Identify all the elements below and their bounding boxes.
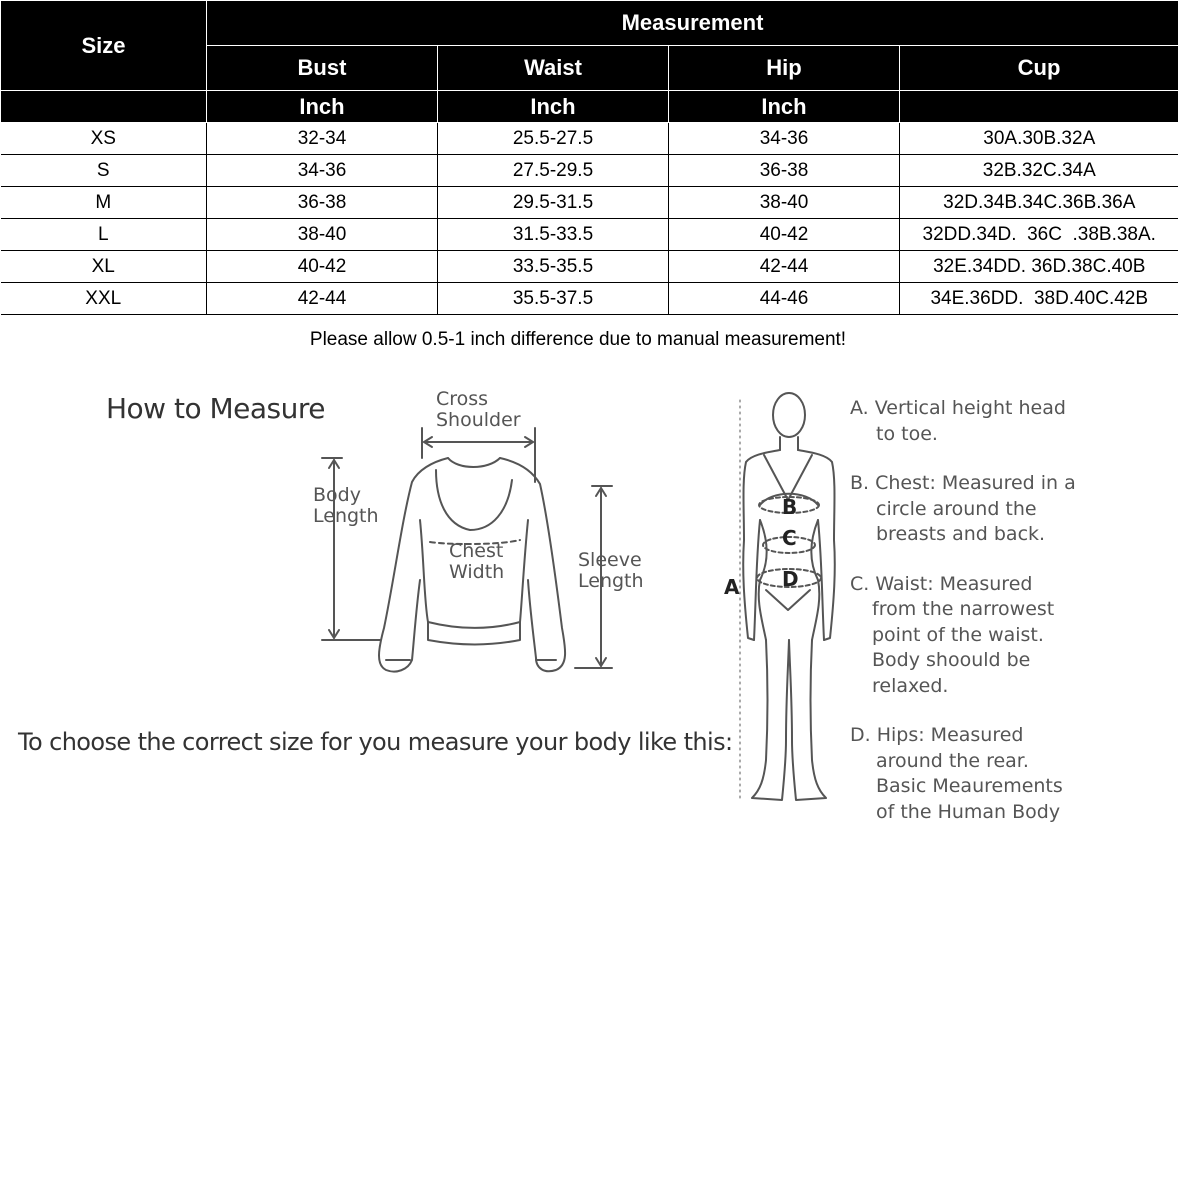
cup-cell: 34E.36DD. 38D.40C.42B (900, 283, 1178, 315)
body-letter-b: B (782, 495, 798, 519)
definition-a (850, 396, 1170, 447)
sleeve-length-line-1: Sleeve (578, 549, 642, 571)
definition-c-line: point of the waist. (872, 623, 1044, 646)
hip-unit: Inch (669, 91, 900, 123)
size-cell: M (1, 187, 207, 219)
measurement-header: Measurement (207, 1, 1178, 46)
cup-column-header: Cup (900, 46, 1178, 91)
chest-width-line-2: Width (449, 561, 505, 583)
cross-shoulder-line-2: Shoulder (436, 409, 521, 431)
hip-cell: 40-42 (669, 219, 900, 251)
chest-width-line-1: Chest (449, 540, 504, 562)
bust-cell: 38-40 (207, 219, 438, 251)
bust-cell: 34-36 (207, 155, 438, 187)
bust-cell: 36-38 (207, 187, 438, 219)
sleeve-length-line-2: Length (578, 570, 644, 592)
waist-cell: 27.5-29.5 (438, 155, 669, 187)
hip-cell: 44-46 (669, 283, 900, 315)
hip-cell: 36-38 (669, 155, 900, 187)
how-to-measure-title: How to Measure (106, 392, 325, 425)
waist-cell: 31.5-33.5 (438, 219, 669, 251)
waist-cell: 29.5-31.5 (438, 187, 669, 219)
cup-cell: 32B.32C.34A (900, 155, 1178, 187)
definition-c-line: relaxed. (872, 674, 949, 697)
choose-size-instruction: To choose the correct size for you measure your body like this: (18, 728, 733, 756)
definition-c-line: C. Waist: Measured (850, 572, 1033, 595)
body-letter-d: D (782, 567, 799, 591)
size-column-header: Size (1, 1, 207, 91)
size-cell: XXL (1, 283, 207, 315)
definition-b-line: breasts and back. (876, 523, 1046, 545)
size-cell: L (1, 219, 207, 251)
waist-cell: 35.5-37.5 (438, 283, 669, 315)
size-cell: XL (1, 251, 207, 283)
bust-cell: 42-44 (207, 283, 438, 315)
waist-cell: 33.5-35.5 (438, 251, 669, 283)
bust-unit: Inch (207, 91, 438, 123)
definition-a-line: to toe. (876, 422, 938, 445)
cup-cell: 30A.30B.32A (900, 123, 1178, 155)
bust-cell: 40-42 (207, 251, 438, 283)
cup-cell: 32DD.34D. 36C .38B.38A. (900, 219, 1178, 251)
definition-a-line: A. Vertical height head (850, 397, 1066, 419)
definition-c-line: Body shoould be (872, 649, 1031, 671)
cup-cell: 32D.34B.34C.36B.36A (900, 187, 1178, 219)
size-cell: XS (1, 123, 207, 155)
measurement-note: Please allow 0.5-1 inch difference due to manual measurement! (309, 329, 847, 350)
definition-d-line: Basic Meaurements (876, 775, 1063, 797)
body-letter-a: A (724, 575, 740, 599)
body-length-line-1: Body (313, 484, 361, 506)
definition-c-line: from the narrowest (872, 598, 1055, 620)
measurement-definitions (850, 396, 1170, 849)
bust-column-header: Bust (207, 46, 438, 91)
bust-cell: 32-34 (207, 123, 438, 155)
definition-d-line: D. Hips: Measured (850, 724, 1024, 746)
cup-cell: 32E.34DD. 36D.38C.40B (900, 251, 1178, 283)
body-length-line-2: Length (313, 505, 379, 527)
cross-shoulder-line-1: Cross (436, 388, 489, 410)
hip-cell: 42-44 (669, 251, 900, 283)
hip-cell: 38-40 (669, 187, 900, 219)
definition-d (850, 723, 1170, 825)
definition-b (850, 471, 1170, 548)
body-letter-c: C (782, 526, 797, 550)
waist-unit: Inch (438, 91, 669, 123)
size-cell: S (1, 155, 207, 187)
definition-b-line: circle around the (876, 497, 1037, 520)
waist-cell: 25.5-27.5 (438, 123, 669, 155)
hip-cell: 34-36 (669, 123, 900, 155)
definition-b-line: B. Chest: Measured in a (850, 472, 1076, 494)
definition-d-line: of the Human Body (876, 800, 1061, 823)
waist-column-header: Waist (438, 46, 669, 91)
definition-c (850, 572, 1170, 700)
hip-column-header: Hip (669, 46, 900, 91)
definition-d-line: around the rear. (876, 749, 1029, 772)
